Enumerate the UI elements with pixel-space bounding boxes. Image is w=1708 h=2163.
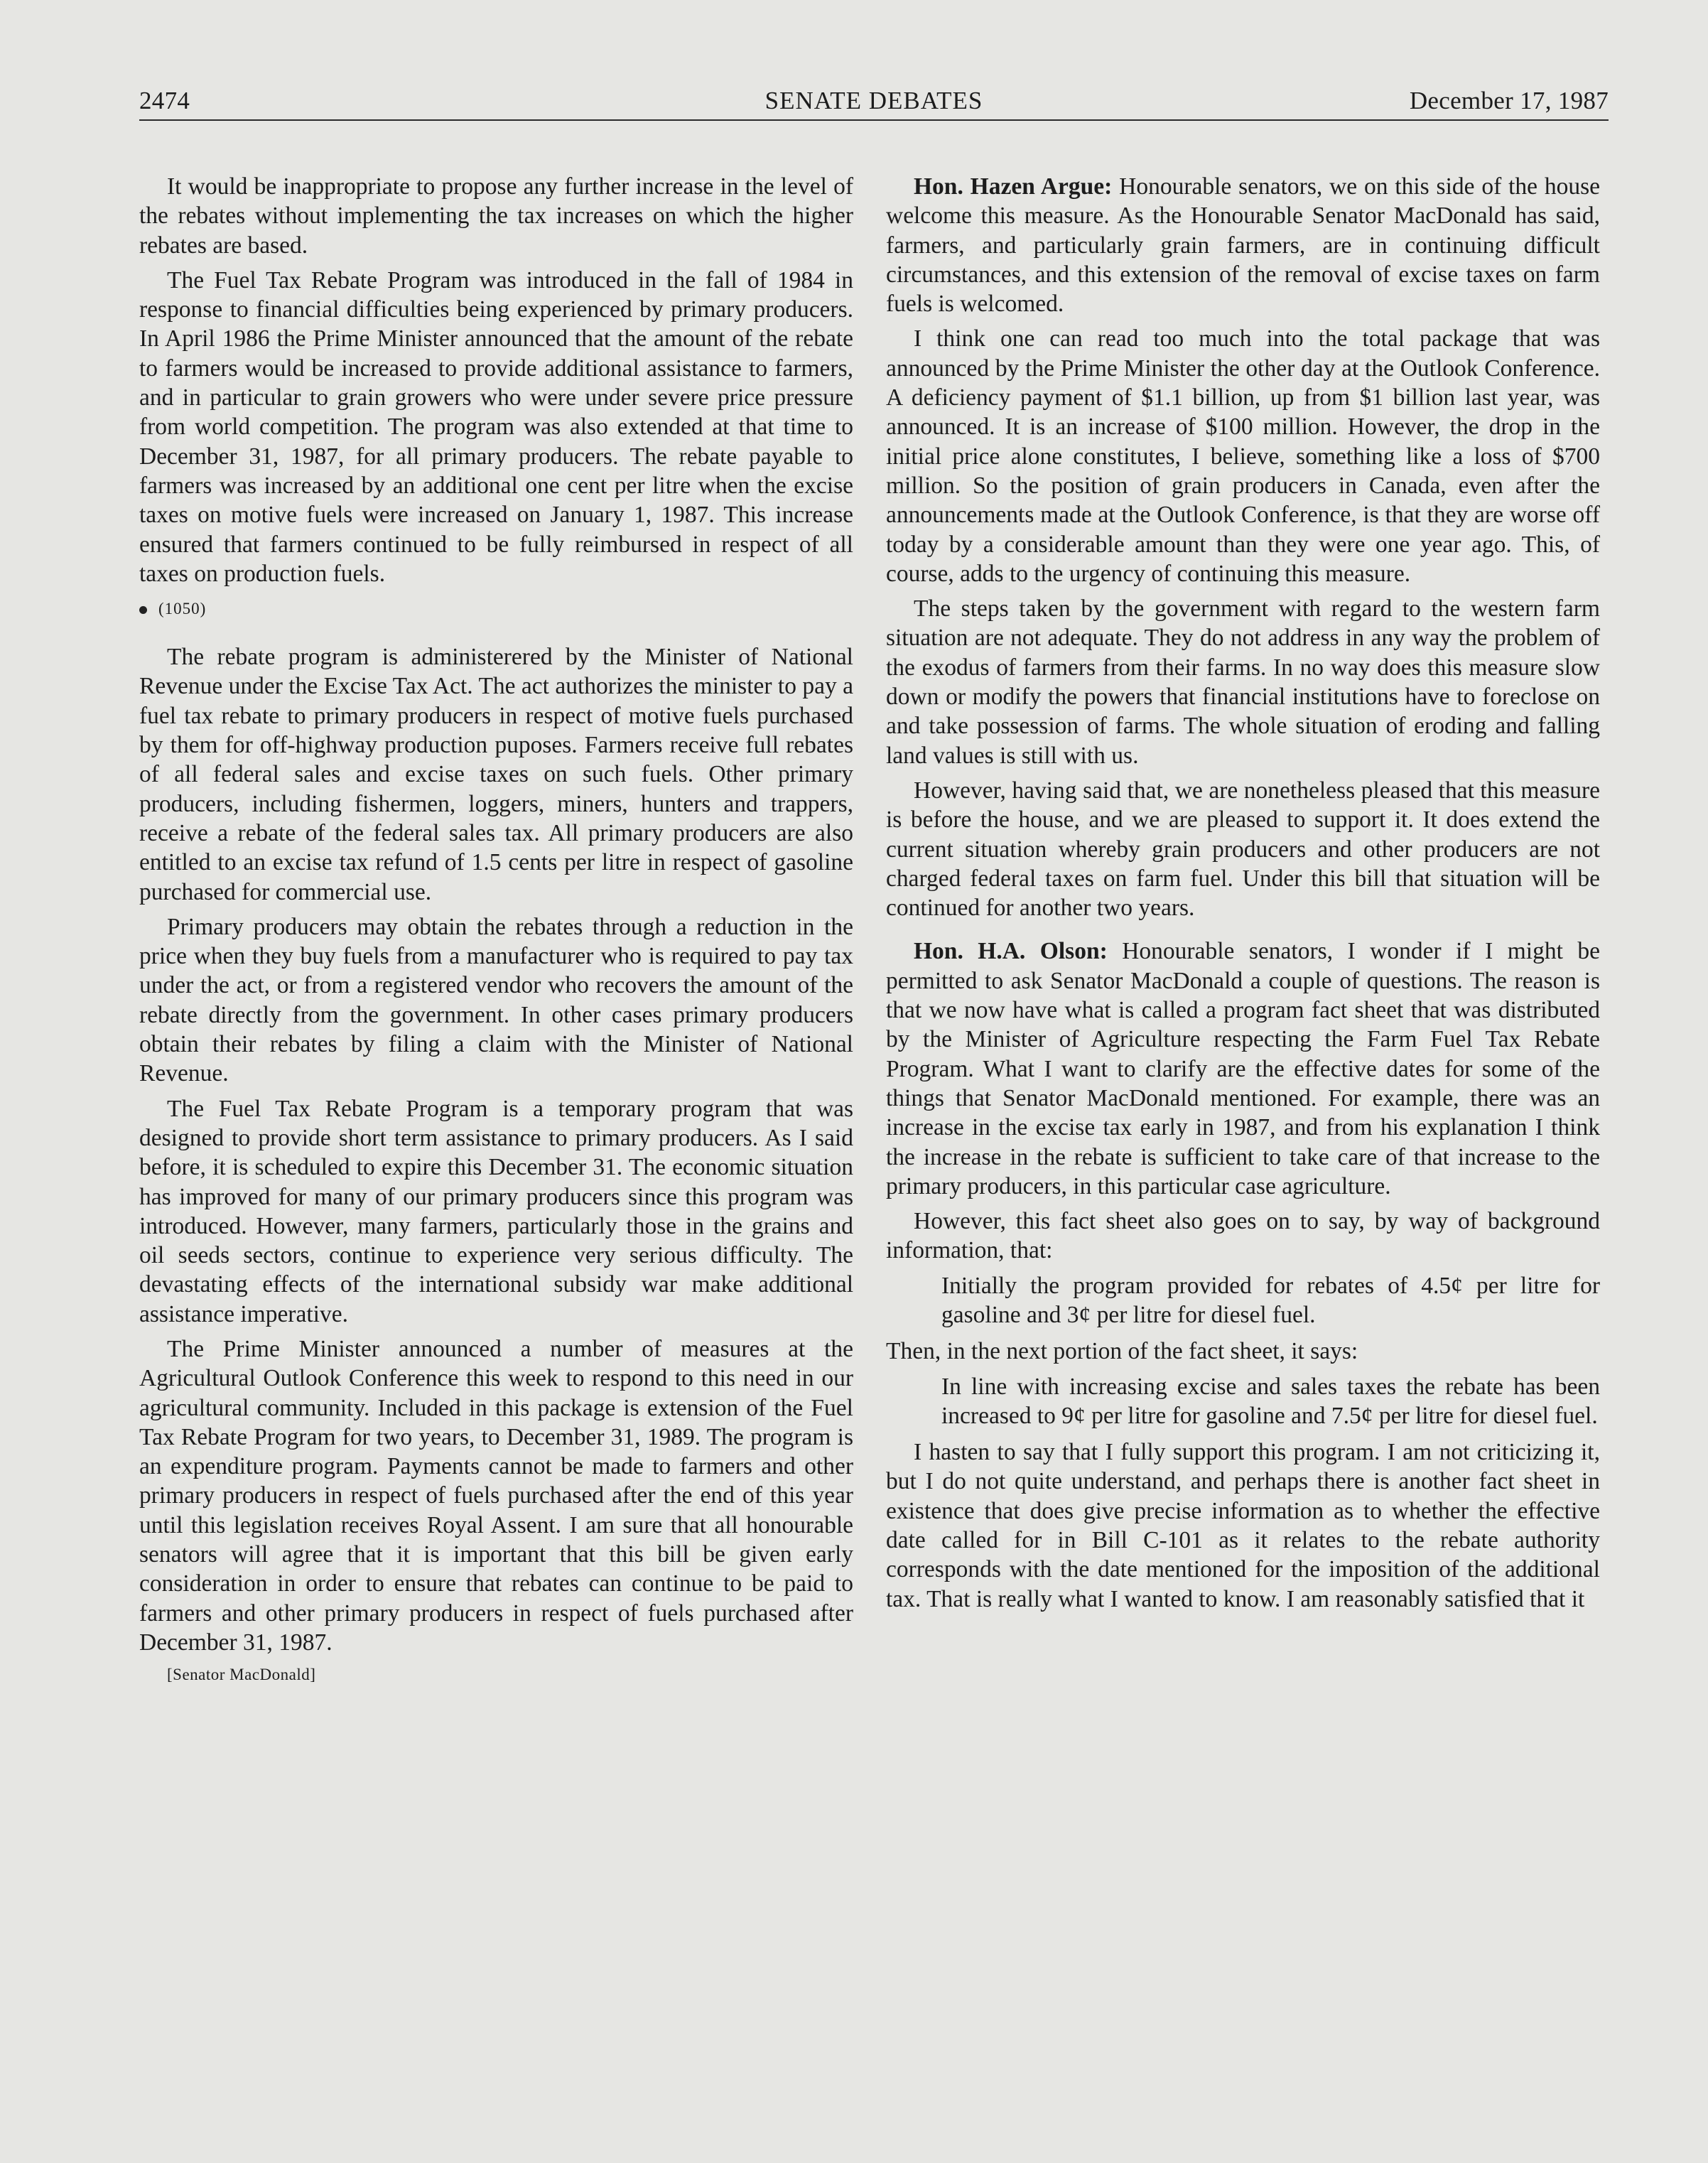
speech-paragraph xyxy=(886,172,1600,318)
header-rule xyxy=(139,119,1609,121)
paragraph: The rebate program is administerered by the Minister of National Revenue under the Excise Tax Act. The act authorizes the minister to pay a fuel tax rebate to primary producers in respect of motive fuels purchased by them for off-highway production puposes. Farmers receive full rebates of all federal sales and excise taxes on such fuels. Other primary producers, including fishermen, loggers, miners, hunters and trappers, receive a rebate of the federal sales tax. All primary producers are also entitled to an excise tax refund of 1.5 cents per litre in respect of gasoline purchased for commercial use. xyxy=(139,644,853,905)
left-column xyxy=(139,172,853,1685)
time-marker xyxy=(139,598,853,620)
paragraph: The Fuel Tax Rebate Program was introduced in the fall of 1984 in response to financial difficulties being experienced by primary producers. In April 1986 the Prime Minister announced that the amount of the rebate to farmers would be increased to provide additional assistance to farmers, and in particular to grain growers who were under severe price pressure from world competition. The program was also extended at that time to December 31, 1987, for all primary producers. The rebate payable to farmers was increased by an additional one cent per litre when the excise taxes on motive fuels were increased on January 1, 1987. This increase ensured that farmers continued to be fully reimbursed in respect of all taxes on production fuels. xyxy=(139,266,853,587)
speaker-name: Hon. H.A. Olson: xyxy=(914,938,1108,965)
publication-title: SENATE DEBATES xyxy=(764,87,983,114)
block-quote: Initially the program provided for rebates of 4.5¢ per litre for gasoline and 3¢ per litre for diesel fuel. xyxy=(941,1272,1600,1328)
paragraph: The Prime Minister announced a number of measures at the Agricultural Outlook Conference this week to respond to this need in our agricultural community. Included in this package is extension of the Fuel Tax Rebate Program for two years, to December 31, 1989. The program is an expenditure program. Payments cannot be made to farmers and other primary producers in respect of fuels purchased after the end of this year until this legislation receives Royal Assent. I am sure that all honourable senators will agree that it is important that this bill be given early consideration in order to ensure that rebates can continue to be paid to farmers and other primary producers in respect of fuels purchased after December 31, 1987. xyxy=(139,1335,853,1656)
page-header xyxy=(139,87,1609,122)
speaker-name: Hon. Hazen Argue: xyxy=(914,173,1113,200)
block-quote: In line with increasing excise and sales taxes the rebate has been increased to 9¢ per litre for gasoline and 7.5¢ per litre for diesel fuel. xyxy=(941,1373,1600,1429)
right-column xyxy=(886,172,1600,1619)
speech-text: Honourable senators, I wonder if I might be permitted to ask Senator MacDonald a couple of questions. The reason is that we now have what is called a program fact sheet that was distributed by the Minister of Agriculture respecting the Farm Fuel Tax Rebate Program. What I want to clarify are the effective dates for some of the things that Senator MacDonald mentioned. For example, there was an increase in the excise tax early in 1987, and from his explanation I think the increase in the rebate is sufficient to take care of that increase to the primary producers, in this particular case agriculture. xyxy=(886,938,1600,1199)
paragraph: I hasten to say that I fully support this program. I am not criticizing it, but I do not quite understand, and perhaps there is another fact sheet in existence that does give precise information as to whether the effective date called for in Bill C-101 as it relates to the rebate authority corresponds with the date mentioned for the imposition of the additional tax. That is really what I wanted to know. I am reasonably satisfied that it xyxy=(886,1439,1600,1612)
paragraph: It would be inappropriate to propose any further increase in the level of the rebates without implementing the tax increases on which the higher rebates are based. xyxy=(139,173,853,259)
paragraph: However, having said that, we are nonetheless pleased that this measure is before the house, and we are pleased to support it. It does extend the current situation whereby grain producers and other producers are not charged federal taxes on farm fuel. Under this bill that situation will be continued for another two years. xyxy=(886,777,1600,922)
speaker-footer-note: [Senator MacDonald] xyxy=(167,1666,316,1684)
paragraph: The Fuel Tax Rebate Program is a temporary program that was designed to provide short term assistance to primary producers. As I said before, it is scheduled to expire this December 31. The economic situation has improved for many of our primary producers since this program was introduced. However, many farmers, particularly those in the grains and oil seeds sectors, continue to experience very serious difficulty. The devastating effects of the international subsidy war make additional assistance imperative. xyxy=(139,1095,853,1327)
time-marker-label: (1050) xyxy=(158,600,207,618)
speech-paragraph xyxy=(886,937,1600,1201)
paragraph: Then, in the next portion of the fact sheet, it says: xyxy=(886,1338,1358,1365)
paragraph: I think one can read too much into the total package that was announced by the Prime Minister the other day at the Outlook Conference. A deficiency payment of $1.1 billion, up from $1 billion last year, was announced. It is an increase of $100 million. However, the drop in the initial price alone constitutes, I believe, something like a loss of $700 million. So the position of grain producers in Canada, even after the announcements made at the Outlook Conference, is that they are worse off today by a considerable amount than they were one year ago. This, of course, adds to the urgency of continuing this measure. xyxy=(886,325,1600,587)
paragraph: However, this fact sheet also goes on to say, by way of background information, that: xyxy=(886,1208,1600,1264)
publication-date: December 17, 1987 xyxy=(1409,87,1609,114)
bullet-icon xyxy=(139,606,147,614)
paragraph: The steps taken by the government with regard to the western farm situation are not adequate. They do not address in any way the problem of the exodus of farmers from their farms. In no way does this measure slow down or modify the powers that financial institutions have to foreclose on and take possession of farms. The whole situation of eroding and falling land values is still with us. xyxy=(886,595,1600,769)
page-number: 2474 xyxy=(139,87,190,114)
speech-text: Honourable senators, we on this side of the house welcome this measure. As the Honourable Senator MacDonald has said, farmers, and particularly grain farmers, are in continuing difficult circumstances, and this extension of the removal of excise taxes on farm fuels is welcomed. xyxy=(886,173,1601,318)
paragraph: Primary producers may obtain the rebates through a reduction in the price when they buy fuels from a manufacturer who is required to pay tax under the act, or from a registered vendor who recovers the amount of the rebate directly from the government. In other cases primary producers obtain their rebates by filing a claim with the Minister of National Revenue. xyxy=(139,913,853,1087)
